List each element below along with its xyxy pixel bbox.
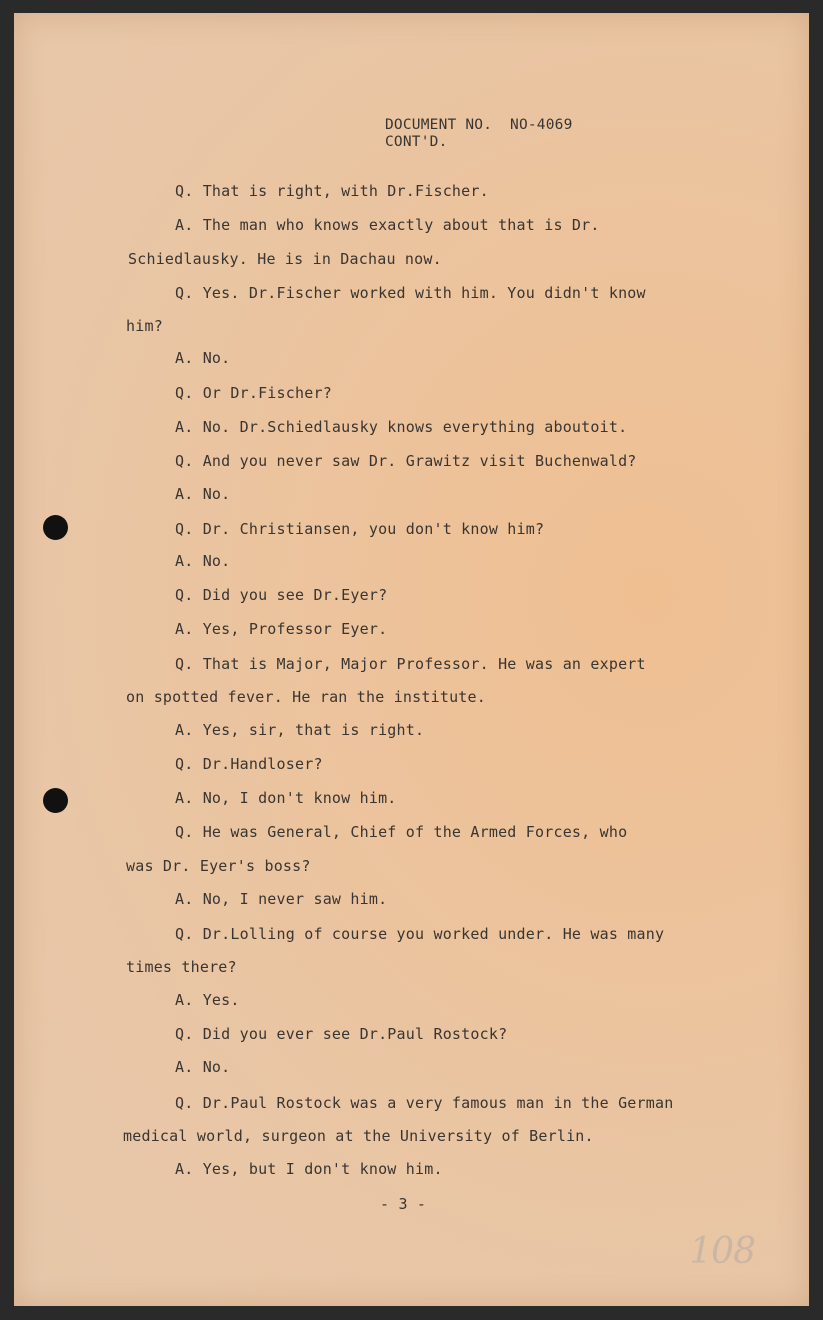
transcript-line: was Dr. Eyer's boss? — [126, 857, 311, 875]
transcript-line: Q. He was General, Chief of the Armed Forces, who — [175, 823, 628, 841]
transcript-line: Q. Dr. Christiansen, you don't know him? — [175, 520, 545, 538]
transcript-line: on spotted fever. He ran the institute. — [126, 688, 486, 706]
transcript-line: A. No. — [175, 349, 231, 367]
transcript-line: Q. Yes. Dr.Fischer worked with him. You didn't know — [175, 284, 646, 302]
punch-hole — [43, 788, 68, 813]
transcript-line: Q. Or Dr.Fischer? — [175, 384, 332, 402]
handwritten-page-number: 108 — [689, 1231, 755, 1272]
transcript-line: A. The man who knows exactly about that is Dr. — [175, 216, 600, 234]
transcript-line: A. No. Dr.Schiedlausky knows everything aboutoit. — [175, 418, 628, 436]
transcript-line: A. Yes, Professor Eyer. — [175, 620, 388, 638]
transcript-line: medical world, surgeon at the University of Berlin. — [123, 1127, 594, 1145]
transcript-line: A. Yes, but I don't know him. — [175, 1160, 443, 1178]
transcript-line: Q. That is Major, Major Professor. He was an expert — [175, 655, 646, 673]
transcript-line: Q. Dr.Lolling of course you worked under. He was many — [175, 925, 665, 943]
document-number: DOCUMENT NO. NO-4069 — [385, 117, 573, 133]
transcript-line: times there? — [126, 958, 237, 976]
continued-label: CONT'D. — [385, 134, 448, 150]
transcript-line: Q. That is right, with Dr.Fischer. — [175, 182, 489, 200]
page-number: - 3 - — [380, 1195, 427, 1213]
transcript-line: A. Yes, sir, that is right. — [175, 721, 425, 739]
punch-hole — [43, 515, 68, 540]
transcript-line: Q. Dr.Handloser? — [175, 755, 323, 773]
transcript-line: A. No. — [175, 552, 231, 570]
transcript-line: Q. Did you ever see Dr.Paul Rostock? — [175, 1025, 508, 1043]
transcript-line: A. Yes. — [175, 991, 240, 1009]
transcript-line: Q. And you never saw Dr. Grawitz visit Buchenwald? — [175, 452, 637, 470]
transcript-line: A. No. — [175, 1058, 231, 1076]
transcript-line: Schiedlausky. He is in Dachau now. — [128, 250, 442, 268]
transcript-line: him? — [126, 317, 163, 335]
transcript-line: A. No. — [175, 485, 231, 503]
transcript-line: A. No, I don't know him. — [175, 789, 397, 807]
transcript-line: Q. Dr.Paul Rostock was a very famous man in the German — [175, 1094, 674, 1112]
transcript-line: Q. Did you see Dr.Eyer? — [175, 586, 388, 604]
transcript-line: A. No, I never saw him. — [175, 890, 388, 908]
